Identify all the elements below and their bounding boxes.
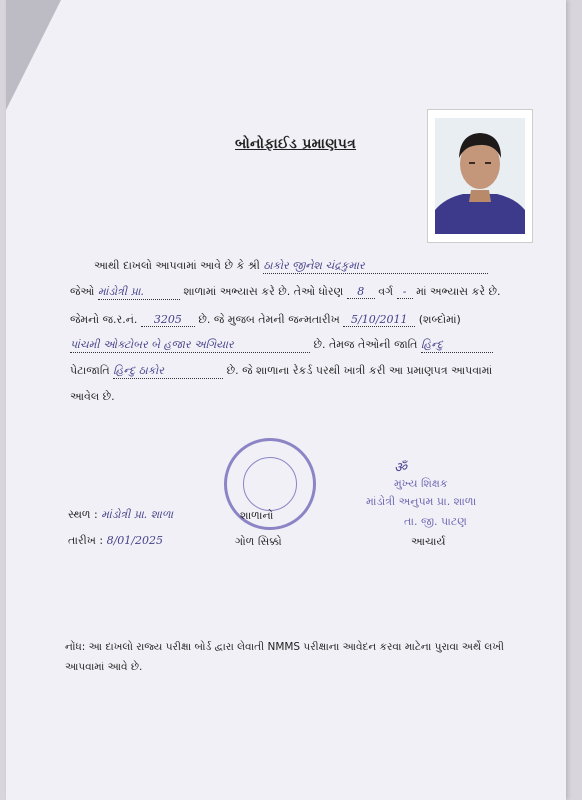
subcaste-field [113,364,223,379]
certificate-title: બોનોફાઈડ પ્રમાણપત્ર [235,136,357,152]
seal-label: ગોળ સિક્કો [235,535,282,548]
school-name: માંડોત્રી પ્રા. [97,285,144,298]
note-line1: નોંધ: આ દાખલો રાજ્ય પરીક્ષા બોર્ડ દ્વારા લેવાતી NMMS પરીક્ષાના આવેદન કરવા માટેના પુરાવા અર્થે લખી [65,641,504,653]
note-line2: આપવામાં આવે છે. [65,661,143,673]
division-field [397,285,413,299]
student-name: ઠાકોર જીનેશ ચંદ્રકુમાર [263,259,365,272]
line5-prefix: પેટાજાતિ [70,364,110,377]
line6-text: આવેલ છે. [70,390,115,403]
caste-field [421,338,493,353]
subcaste-value: હિન્દુ ઠાકોર [113,364,164,377]
student-photo [427,109,533,243]
line2-mid2: વર્ગ [378,285,394,298]
line4-mid: છે. તેમજ તેઓની જાતિ [313,338,418,351]
standard-value: 8 [357,285,365,298]
caste-value: હિન્દુ [420,338,443,351]
line5-end: છે. જે શાળાના રેકર્ડ પરથી ખાત્રી કરી આ પ્રમાણપત્ર આપવામાં [226,364,493,377]
line3-end: (શબ્દોમાં) [418,313,461,326]
stamp-line3: તા. જી. પાટણ [404,515,467,528]
place-value: માંડોત્રી પ્રા. શાળા [101,508,174,521]
stamp-line1: મુખ્ય શિક્ષક [394,477,448,490]
school-label: શાળાનો [240,509,274,522]
birth-date-words: પાંચમી ઓક્ટોબર બે હજાર અગિયાર [70,338,234,351]
standard-field [347,285,375,299]
student-name-field [263,259,488,274]
gr-number: 3205 [153,313,182,326]
line3-prefix: જેમનો જ.ર.નં. [70,313,138,326]
certificate-page [6,0,566,800]
school-field [98,285,180,300]
birth-date: 5/10/2011 [351,313,408,326]
line3-mid: છે. જે મુજબ તેમની જન્મતારીખ [198,313,340,326]
line2-prefix: જેઓ [70,285,95,298]
line2-end: માં અભ્યાસ કરે છે. [416,285,501,298]
line2-mid: શાળામાં અભ્યાસ કરે છે. તેઓ ધોરણ [183,285,344,298]
birth-date-words-field [70,338,310,353]
principal-label: આચાર્ય [411,535,446,548]
division-value: - [402,285,407,298]
date-value: 8/01/2025 [106,534,163,547]
intro-text: આથી દાખલો આપવામાં આવે છે કે શ્રી [94,259,260,272]
birth-date-field [343,313,415,327]
stamp-line2: માંડોત્રી અનુપમ પ્રા. શાળા [366,495,477,508]
principal-stamp: ॐ મુખ્ય શિક્ષક માંડોત્રી અનુપમ પ્રા. શાળા તા. જી. પાટણ [366,460,477,528]
place-label: સ્થળ : [68,508,98,521]
date-label: તારીખ : [68,534,104,547]
gr-number-field [141,313,195,327]
page-fold [6,0,61,110]
